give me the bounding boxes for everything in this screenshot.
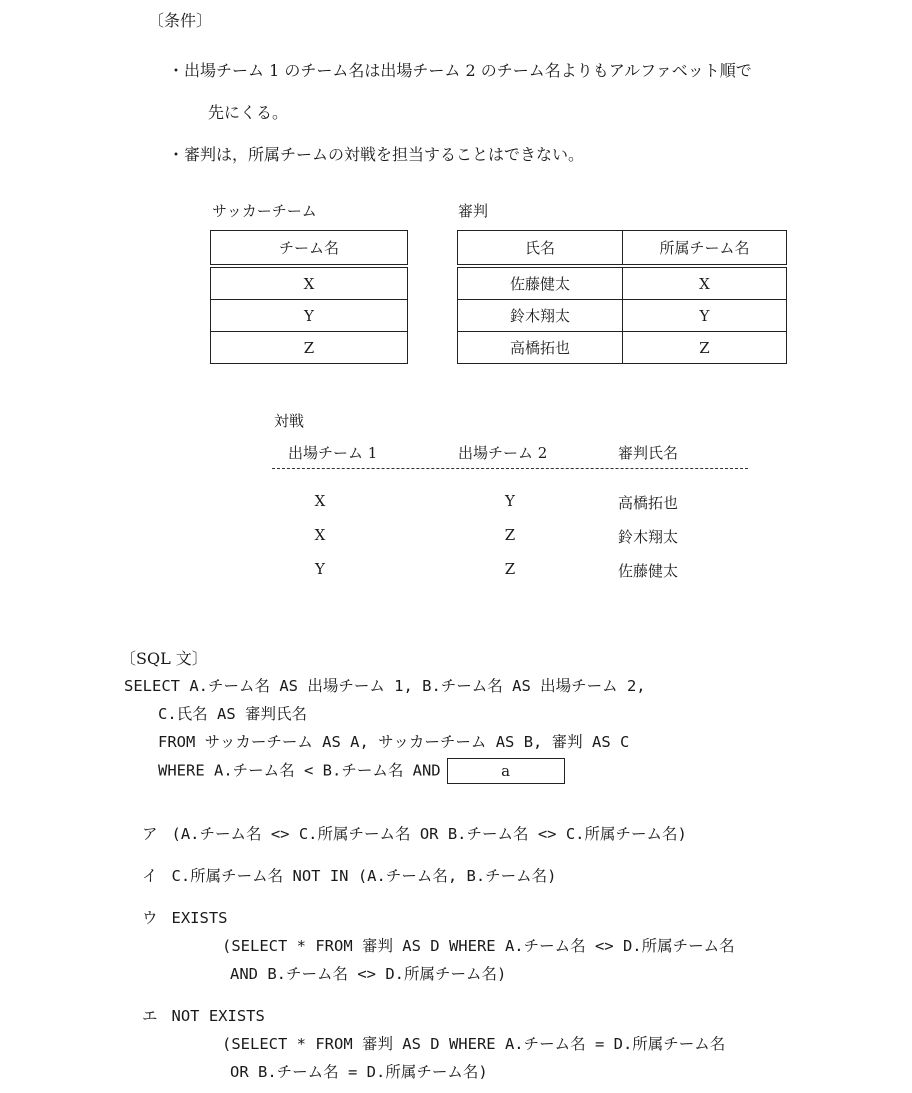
soccer-table-cell: Y [211, 300, 408, 332]
choice-line: EXISTS [171, 909, 228, 927]
choice-line: NOT EXISTS [171, 1007, 265, 1025]
match-table-header-row [272, 442, 748, 469]
match-cell: Y [505, 492, 515, 510]
choice-line: C.所属チーム名 NOT IN (A.チーム名, B.チーム名) [171, 867, 557, 885]
referee-table-cell: 高橋拓也 [458, 332, 623, 364]
choice-mark: ア [142, 825, 158, 843]
choice-u [142, 906, 228, 928]
referee-table-cell: 佐藤健太 [458, 266, 623, 300]
match-table-caption: 対戦 [274, 412, 305, 430]
choice-mark: エ [142, 1007, 158, 1025]
match-cell: 佐藤健太 [618, 562, 679, 580]
choice-e [142, 1004, 265, 1026]
soccer-table-caption: サッカーチーム [212, 202, 317, 220]
sql-line-2: C.氏名 AS 審判氏名 [158, 705, 307, 723]
referee-table-cell: 鈴木翔太 [458, 300, 623, 332]
choice-mark: ウ [142, 909, 158, 927]
sql-line-4 [158, 758, 565, 784]
match-table-row [272, 560, 748, 584]
blank-a-box: a [447, 758, 565, 784]
choice-e-line-2: (SELECT * FROM 審判 AS D WHERE A.チーム名 = D.所属チーム名 [222, 1035, 726, 1053]
match-cell: Z [504, 560, 516, 578]
sql-header: 〔SQL 文〕 [120, 649, 208, 668]
referee-table-cell: Y [623, 300, 787, 332]
match-cell: 高橋拓也 [618, 494, 679, 512]
choice-u-line-2: (SELECT * FROM 審判 AS D WHERE A.チーム名 <> D.所属チーム名 [222, 937, 735, 955]
soccer-table-header: チーム名 [211, 231, 408, 267]
match-cell: Z [504, 526, 516, 544]
referee-table-caption: 審判 [458, 202, 489, 220]
match-cell: Y [315, 560, 325, 578]
referee-table-cell: Z [623, 332, 787, 364]
match-cell: X [314, 526, 326, 544]
match-header-team1: 出場チーム 1 [288, 444, 378, 462]
choice-u-line-3: AND B.チーム名 <> D.所属チーム名) [230, 965, 507, 983]
conditions-header: 〔条件〕 [148, 11, 213, 30]
match-table-row [272, 492, 748, 516]
match-header-referee: 審判氏名 [618, 444, 679, 462]
condition-item-2: ・審判は，所属チームの対戦を担当することはできない。 [168, 145, 585, 164]
referee-table-header-name: 氏名 [458, 231, 623, 267]
soccer-table-cell: X [211, 266, 408, 300]
match-header-team2: 出場チーム 2 [458, 444, 548, 462]
sql-where-clause: WHERE A.チーム名 < B.チーム名 AND [158, 761, 441, 780]
condition-item-1: ・出場チーム 1 のチーム名は出場チーム 2 のチーム名よりもアルファベット順で [168, 61, 752, 80]
choice-mark: イ [142, 867, 158, 885]
choice-e-line-3: OR B.チーム名 = D.所属チーム名) [230, 1063, 488, 1081]
sql-line-3: FROM サッカーチーム AS A, サッカーチーム AS B, 審判 AS C [158, 733, 630, 751]
match-cell: 鈴木翔太 [618, 528, 679, 546]
choice-a [142, 822, 687, 844]
condition-item-1-cont: 先にくる。 [208, 103, 289, 122]
choice-line: (A.チーム名 <> C.所属チーム名 OR B.チーム名 <> C.所属チーム名) [171, 825, 687, 843]
referee-table-cell: X [623, 266, 787, 300]
sql-line-1: SELECT A.チーム名 AS 出場チーム 1, B.チーム名 AS 出場チーム 2, [124, 677, 646, 695]
choice-i [142, 864, 557, 886]
referee-table-header-team: 所属チーム名 [623, 231, 787, 267]
match-table-row [272, 526, 748, 550]
soccer-team-table [210, 230, 408, 364]
soccer-table-cell: Z [211, 332, 408, 364]
match-cell: X [314, 492, 326, 510]
referee-table [457, 230, 787, 364]
